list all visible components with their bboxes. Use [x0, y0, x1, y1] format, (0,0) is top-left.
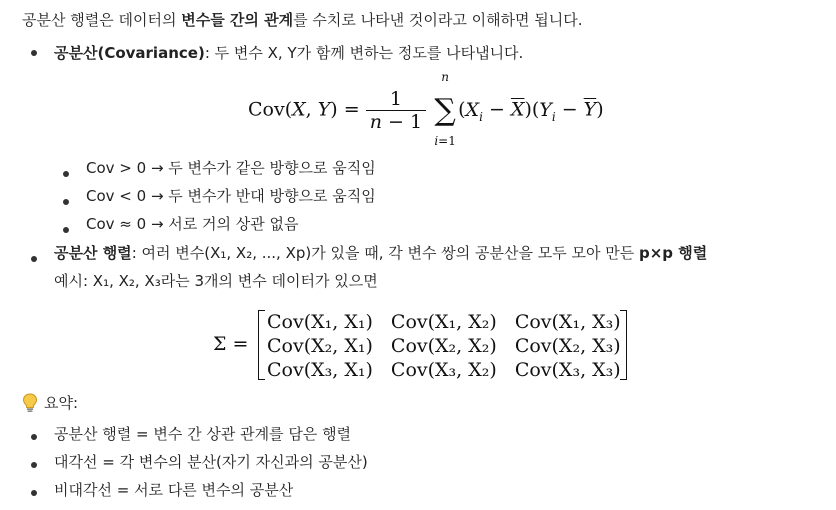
matrix-example: 예시: X₁, X₂, X₃라는 3개의 변수 데이터가 있으면: [54, 272, 378, 290]
intro-suffix: 를 수치로 나타낸 것이라고 이해하면 됩니다.: [293, 11, 583, 29]
sum-upper: n: [441, 69, 449, 84]
matrix-cell: Cov(X₃, X₁): [267, 359, 373, 381]
sub-bullet: [63, 199, 69, 205]
matrix-desc: : 여러 변수(X₁, X₂, ..., Xp)가 있을 때, 각 변수 쌍의 공분산을 모두 모아 만든: [131, 244, 639, 262]
summary-item: 공분산 행렬 = 변수 간 상관 관계를 담은 행렬: [54, 425, 352, 443]
summary-item: 비대각선 = 서로 다른 변수의 공분산: [54, 481, 294, 499]
bullet: [31, 256, 37, 262]
bullet: [31, 462, 37, 468]
matrix-cell: Cov(X₃, X₂): [390, 359, 497, 381]
matrix-cell: Cov(X₁, X₃): [514, 311, 621, 333]
covariance-definition: [54, 43, 523, 63]
matrix-cell: Cov(X₂, X₂): [390, 335, 497, 357]
summary-item: 대각선 = 각 변수의 분산(자기 자신과의 공분산): [54, 453, 368, 471]
matrix-row: [258, 358, 630, 382]
sigma-symbol: ∑: [434, 92, 456, 128]
case-positive: Cov > 0 → 두 변수가 같은 방향으로 움직임: [86, 159, 376, 177]
sum-lower: i=1: [434, 133, 456, 148]
summary-title: 요약:: [44, 394, 79, 412]
bullet: [31, 490, 37, 496]
matrix-cell: Cov(X₂, X₃): [514, 335, 621, 357]
sub-bullet: [63, 171, 69, 177]
matrix-definition: [54, 243, 707, 263]
bullet: [31, 50, 37, 56]
matrix-cell: Cov(X₃, X₃): [514, 359, 621, 381]
case-zero: Cov ≈ 0 → 서로 거의 상관 없음: [86, 215, 299, 233]
formula-denominator: n − 1: [369, 111, 423, 133]
case-negative: Cov < 0 → 두 변수가 반대 방향으로 움직임: [86, 187, 376, 205]
matrix-cell: Cov(X₁, X₁): [267, 311, 373, 333]
lightbulb-icon: [22, 393, 38, 413]
covariance-matrix: [258, 310, 630, 382]
matrix-row: [258, 334, 630, 358]
formula-fraction: [366, 88, 426, 133]
bullet: [31, 434, 37, 440]
covariance-term: 공분산(Covariance): [54, 44, 205, 62]
formula-lhs: Cov(X, Y) =: [248, 98, 360, 121]
covariance-formula: [248, 69, 604, 148]
matrix-row: [258, 310, 630, 334]
summation: [432, 69, 458, 148]
matrix-cell: Cov(X₁, X₂): [390, 311, 497, 333]
matrix-lhs: Σ =: [213, 333, 249, 355]
matrix-term: 공분산 행렬: [54, 244, 132, 262]
matrix-cell: Cov(X₂, X₁): [267, 335, 373, 357]
matrix-size: p×p 행렬: [639, 244, 708, 262]
intro-text: [22, 10, 583, 30]
intro-bold: 변수들 간의 관계: [181, 11, 294, 29]
intro-prefix: 공분산 행렬은 데이터의: [22, 11, 182, 29]
matrix-right-bracket: [620, 310, 627, 380]
sub-bullet: [63, 227, 69, 233]
formula-numerator: 1: [366, 88, 426, 111]
formula-body: $(X_i - \overline{X})(Y_i - \overline{Y})$: [458, 98, 604, 124]
covariance-desc: : 두 변수 X, Y가 함께 변하는 정도를 나타냅니다.: [204, 44, 524, 62]
